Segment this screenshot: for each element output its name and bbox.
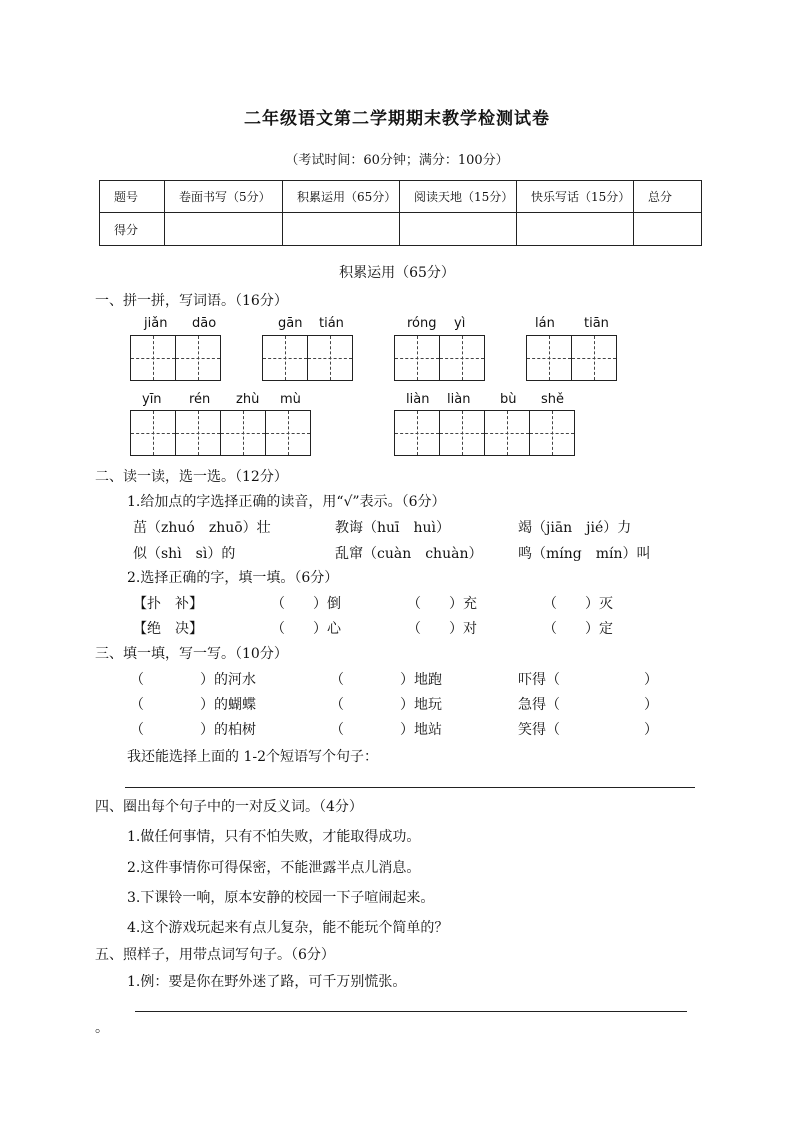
fill-blank[interactable]: （ ）地站: [330, 722, 442, 738]
score-cell[interactable]: [517, 213, 634, 246]
fill-blank[interactable]: （ ）定: [543, 621, 613, 637]
char-option-group: 【绝 决】: [133, 621, 203, 637]
fill-blank[interactable]: （ ）的河水: [130, 672, 256, 688]
pinyin: mù: [280, 392, 301, 407]
score-cell[interactable]: [283, 213, 400, 246]
pinyin: róng: [407, 316, 437, 331]
question-2-title: 二、读一读，选一选。（12分）: [95, 469, 288, 485]
pinyin: liàn: [406, 392, 430, 407]
pinyin: lán: [535, 316, 555, 331]
score-cell[interactable]: [165, 213, 283, 246]
answer-line[interactable]: [125, 787, 695, 788]
pinyin: rén: [189, 392, 211, 407]
score-table: [99, 180, 702, 246]
trailing-period: 。: [95, 1020, 109, 1036]
page-title: 二年级语文第二学期期末教学检测试卷: [244, 109, 550, 129]
pinyin: zhù: [236, 392, 260, 407]
section-heading: 积累运用（65分）: [339, 265, 455, 281]
reading-choice[interactable]: 乱窜（cuàn chuàn）: [335, 546, 483, 562]
pinyin: jiǎn: [144, 316, 168, 331]
pinyin: bù: [500, 392, 517, 407]
score-cell[interactable]: [634, 213, 702, 246]
score-header-cell: 快乐写话（15分）: [517, 181, 634, 213]
score-header-cell: 总分: [634, 181, 702, 213]
pinyin: yīn: [142, 392, 162, 407]
pinyin: liàn: [447, 392, 471, 407]
reading-choice[interactable]: 竭（jiān jié）力: [518, 520, 632, 536]
question-3-title: 三、填一填，写一写。（10分）: [95, 646, 288, 662]
sentence-item[interactable]: 2.这件事情你可得保密，不能泄露半点儿消息。: [127, 860, 421, 876]
score-table-score-row: [100, 213, 702, 246]
reading-choice[interactable]: 鸣（míng mín）叫: [518, 546, 651, 562]
question-2-sub1: 1.给加点的字选择正确的读音，用“√”表示。（6分）: [127, 494, 446, 510]
question-3-prompt: 我还能选择上面的 1-2个短语写个句子：: [127, 749, 378, 765]
fill-blank[interactable]: 急得（ ）: [518, 697, 658, 713]
writing-grid[interactable]: [130, 410, 311, 456]
pinyin: yì: [454, 316, 466, 331]
char-option-group: 【扑 补】: [133, 596, 203, 612]
score-cell[interactable]: [400, 213, 517, 246]
score-header-cell: 积累运用（65分）: [283, 181, 400, 213]
score-table-header-row: [100, 181, 702, 213]
answer-line[interactable]: [135, 1011, 687, 1012]
fill-blank[interactable]: 吓得（ ）: [518, 672, 658, 688]
pinyin: gān: [278, 316, 303, 331]
writing-grid[interactable]: [526, 335, 617, 381]
reading-choice[interactable]: 茁（zhuó zhuō）壮: [133, 520, 271, 536]
example-sentence: 1.例：要是你在野外迷了路，可千万别慌张。: [127, 974, 407, 990]
fill-blank[interactable]: （ ）地跑: [330, 672, 442, 688]
fill-blank[interactable]: （ ）心: [271, 621, 341, 637]
question-4-title: 四、圈出每个句子中的一对反义词。（4分）: [95, 799, 363, 815]
exam-subtitle: （考试时间：60分钟；满分：100分）: [285, 153, 509, 168]
writing-grid[interactable]: [394, 335, 485, 381]
sentence-item[interactable]: 3.下课铃一响，原本安静的校园一下子喧闹起来。: [127, 890, 435, 906]
sentence-item[interactable]: 1.做任何事情，只有不怕失败，才能取得成功。: [127, 829, 421, 845]
writing-grid[interactable]: [130, 335, 221, 381]
reading-choice[interactable]: 教诲（huī huì）: [335, 520, 451, 536]
writing-grid[interactable]: [262, 335, 353, 381]
fill-blank[interactable]: （ ）充: [407, 596, 477, 612]
fill-blank[interactable]: 笑得（ ）: [518, 722, 658, 738]
fill-blank[interactable]: （ ）倒: [271, 596, 341, 612]
pinyin: dāo: [192, 316, 217, 331]
fill-blank[interactable]: （ ）灭: [543, 596, 613, 612]
pinyin: shě: [541, 392, 565, 407]
reading-choice[interactable]: 似（shì sì）的: [133, 546, 236, 562]
score-header-cell: 阅读天地（15分）: [400, 181, 517, 213]
writing-grid[interactable]: [394, 410, 575, 456]
question-1-title: 一、拼一拼，写词语。（16分）: [95, 293, 288, 309]
pinyin: tián: [319, 316, 344, 331]
fill-blank[interactable]: （ ）的柏树: [130, 722, 256, 738]
sentence-item[interactable]: 4.这个游戏玩起来有点儿复杂，能不能玩个简单的？: [127, 920, 449, 936]
question-5-title: 五、照样子，用带点词写句子。（6分）: [95, 947, 335, 963]
fill-blank[interactable]: （ ）的蝴蝶: [130, 697, 256, 713]
fill-blank[interactable]: （ ）地玩: [330, 697, 442, 713]
score-row-label: 得分: [100, 213, 165, 246]
question-2-sub2: 2.选择正确的字，填一填。（6分）: [127, 570, 339, 586]
score-header-cell: 卷面书写（5分）: [165, 181, 283, 213]
score-header-cell: 题号: [100, 181, 165, 213]
fill-blank[interactable]: （ ）对: [407, 621, 477, 637]
pinyin: tiān: [584, 316, 609, 331]
